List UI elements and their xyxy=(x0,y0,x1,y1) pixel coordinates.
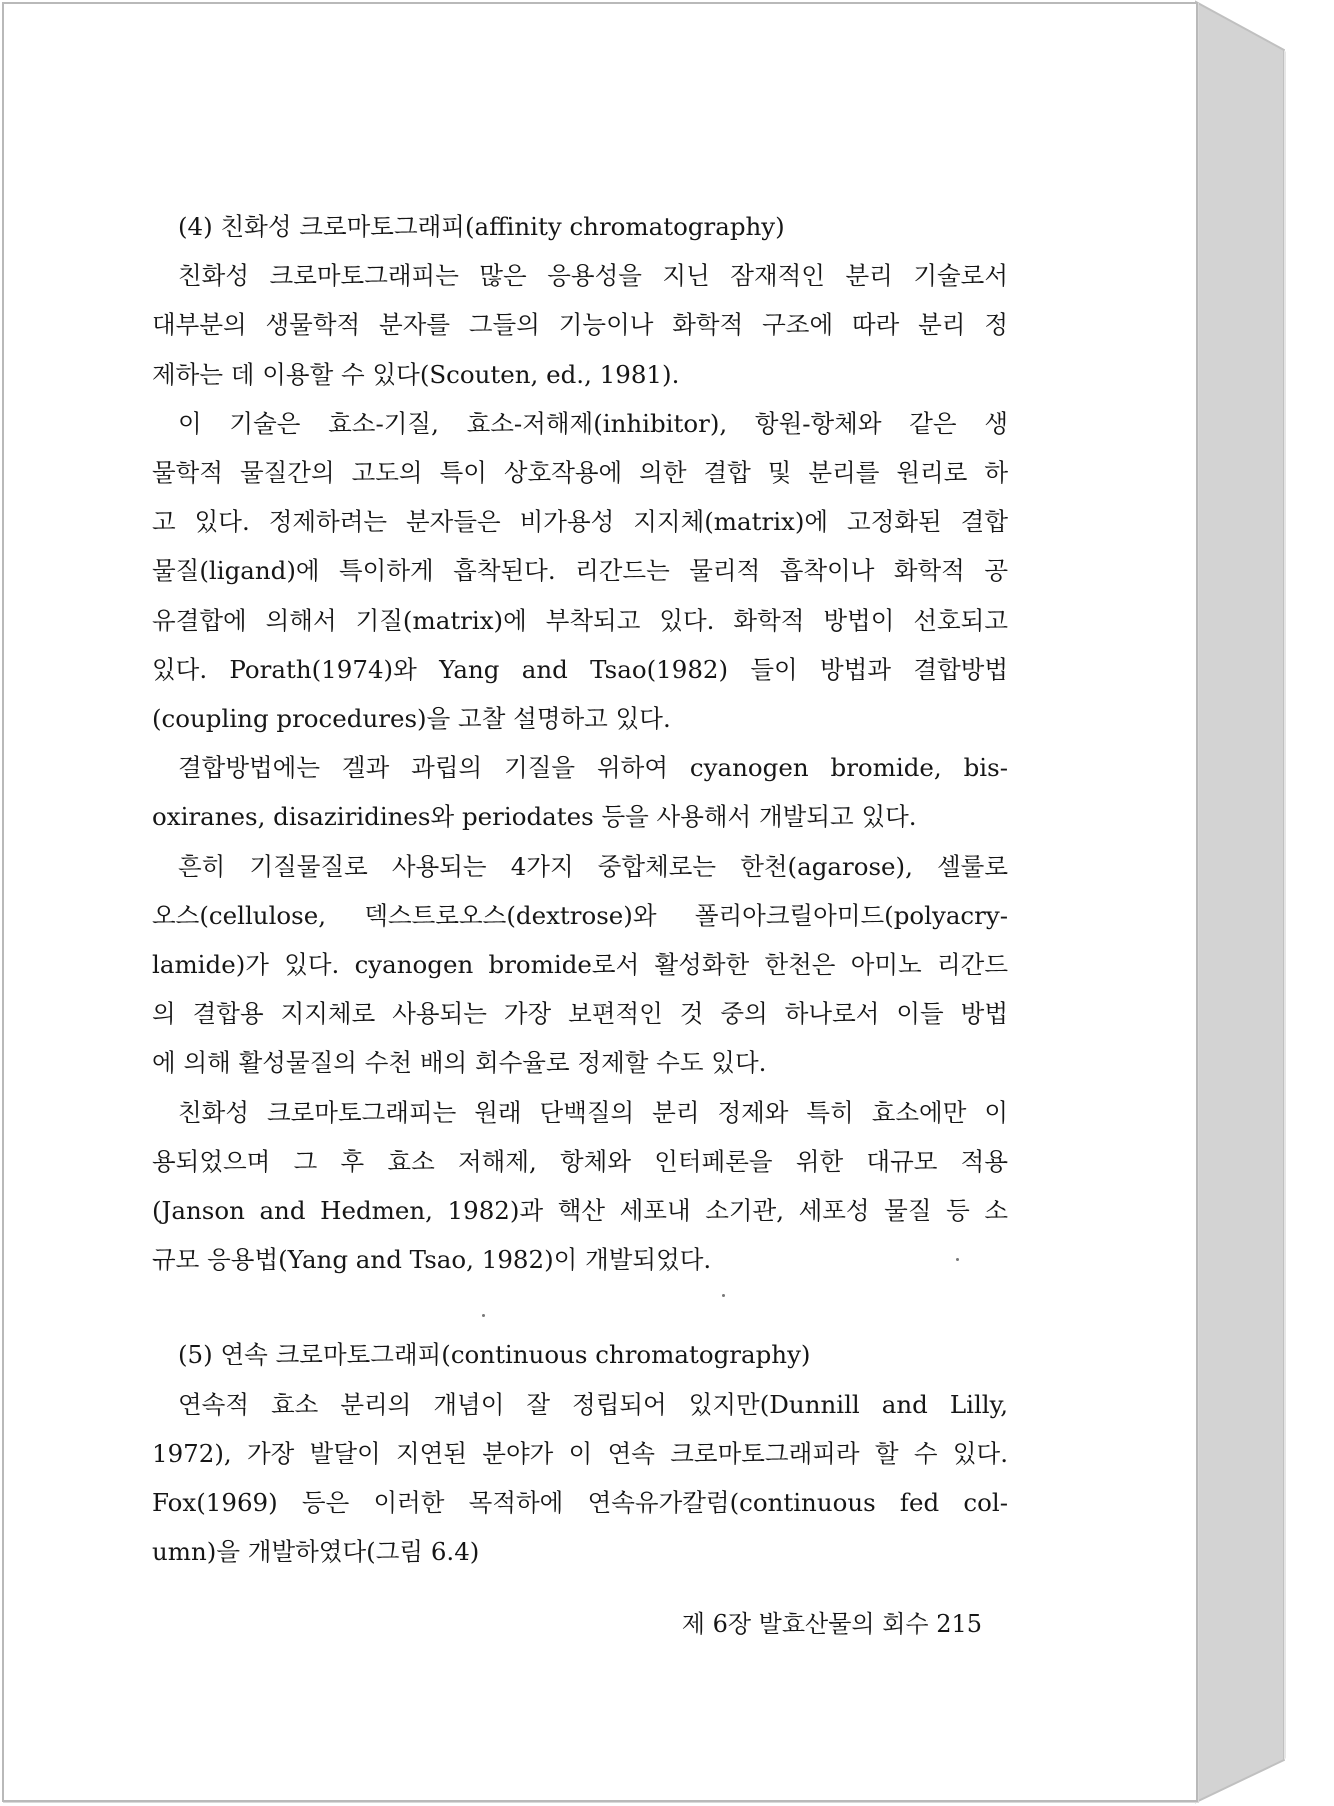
text-line: 친화성 크로마토그래피는 많은 응용성을 지닌 잠재적인 분리 기술로서 xyxy=(178,261,1008,291)
section-heading: (5) 연속 크로마토그래피(continuous chromatography) xyxy=(178,1340,811,1370)
text-line: (Janson and Hedmen, 1982)과 핵산 세포내 소기관, 세포성 물질 등 소 xyxy=(152,1196,1008,1226)
text-line: umn)을 개발하였다(그림 6.4) xyxy=(152,1537,480,1567)
text-line: 제하는 데 이용할 수 있다(Scouten, ed., 1981). xyxy=(152,359,680,389)
text-line: 오스(cellulose, 덱스트로오스(dextrose)와 폴리아크릴아미드(polyacry- xyxy=(152,900,1008,930)
text-line: 이 기술은 효소-기질, 효소-저해제(inhibitor), 항원-항체와 같은 생 xyxy=(178,408,1008,438)
text-line: 고 있다. 정제하려는 분자들은 비가용성 지지체(matrix)에 고정화된 결합 xyxy=(152,507,1008,537)
body-text xyxy=(152,202,1008,1576)
text-line: lamide)가 있다. cyanogen bromide로서 활성화한 한천은 아미노 리간드 xyxy=(152,950,1008,980)
text-line: 1972), 가장 발달이 지연된 분야가 이 연속 크로마토그래피라 할 수 있다. xyxy=(152,1438,1008,1468)
text-line: 연속적 효소 분리의 개념이 잘 정립되어 있지만(Dunnill and Lilly, xyxy=(178,1389,1008,1419)
section-gap xyxy=(152,1284,1008,1330)
text-line: 물질(ligand)에 특이하게 흡착된다. 리간드는 물리적 흡착이나 화학적 공 xyxy=(152,556,1008,586)
text-line: (coupling procedures)을 고찰 설명하고 있다. xyxy=(152,704,671,734)
text-line: 흔히 기질물질로 사용되는 4가지 중합체로는 한천(agarose), 셀룰로 xyxy=(178,851,1008,881)
text-line: Fox(1969) 등은 이러한 목적하에 연속유가칼럼(continuous fed col- xyxy=(152,1488,1008,1518)
text-line: 용되었으며 그 후 효소 저해제, 항체와 인터페론을 위한 대규모 적용 xyxy=(152,1146,1008,1176)
text-line: 유결합에 의해서 기질(matrix)에 부착되고 있다. 화학적 방법이 선호되고 xyxy=(152,605,1008,635)
text-line: 에 의해 활성물질의 수천 배의 회수율로 정제할 수도 있다. xyxy=(152,1048,767,1078)
text-line: 결합방법에는 겔과 과립의 기질을 위하여 cyanogen bromide, bis- xyxy=(178,753,1008,783)
text-line: 규모 응용법(Yang and Tsao, 1982)이 개발되었다. xyxy=(152,1245,712,1275)
section-heading: (4) 친화성 크로마토그래피(affinity chromatography) xyxy=(178,212,785,241)
text-line: 의 결합용 지지체로 사용되는 가장 보편적인 것 중의 하나로서 이들 방법 xyxy=(152,999,1008,1029)
page-footer: 제 6장 발효산물의 회수 215 xyxy=(681,1610,982,1638)
text-line: 물학적 물질간의 고도의 특이 상호작용에 의한 결합 및 분리를 원리로 하 xyxy=(152,458,1008,488)
text-line: 친화성 크로마토그래피는 원래 단백질의 분리 정제와 특히 효소에만 이 xyxy=(178,1097,1008,1127)
text-line: 있다. Porath(1974)와 Yang and Tsao(1982) 들이 방법과 결합방법 xyxy=(152,654,1008,684)
text-line: 대부분의 생물학적 분자를 그들의 기능이나 화학적 구조에 따라 분리 정 xyxy=(152,310,1008,340)
text-line: oxiranes, disaziridines와 periodates 등을 사용해서 개발되고 있다. xyxy=(152,802,917,832)
